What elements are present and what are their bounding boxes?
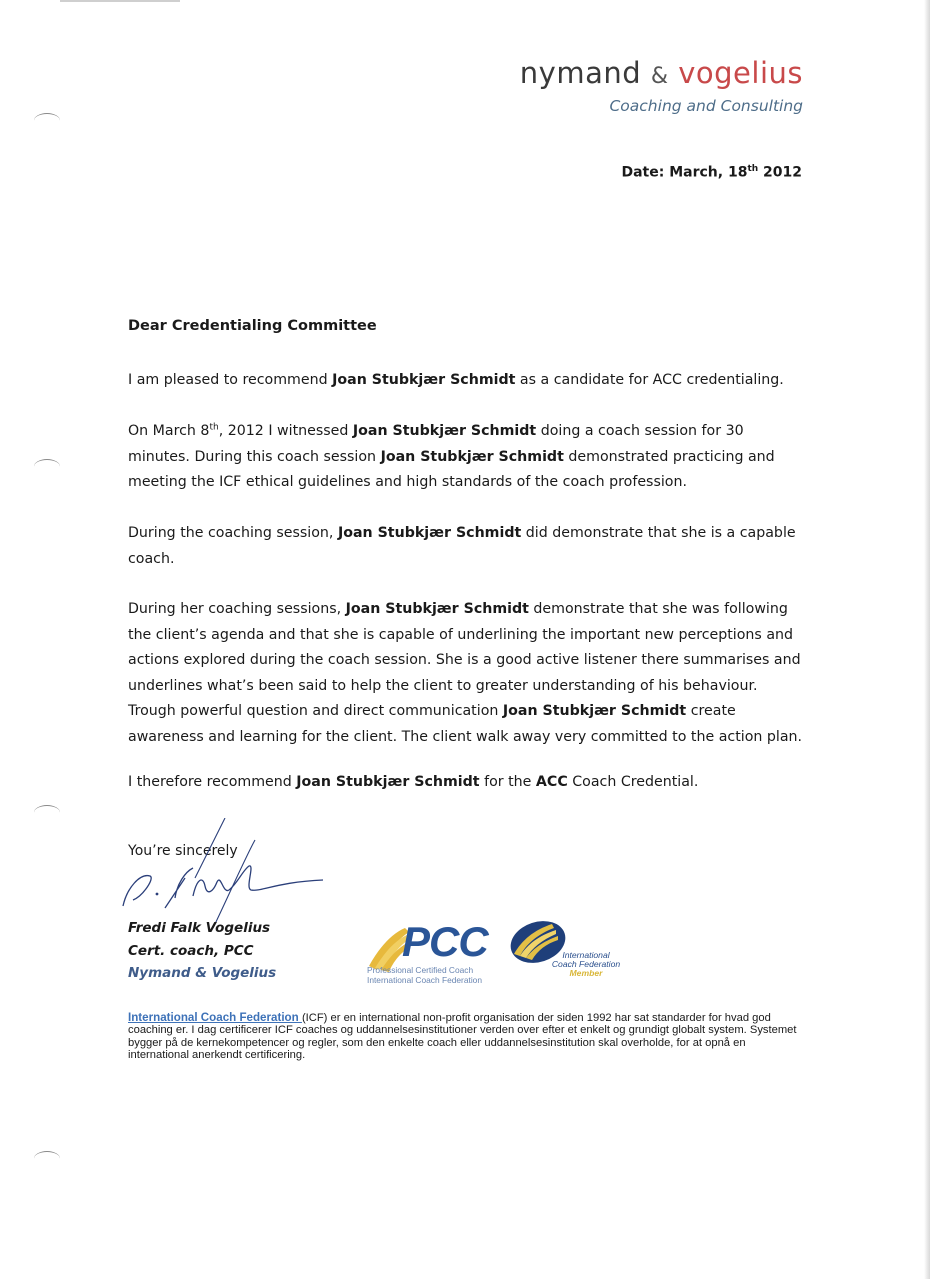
punch-hole-mark bbox=[34, 113, 60, 128]
pcc-logo-label: PCC bbox=[402, 918, 488, 965]
punch-hole-mark bbox=[34, 1151, 60, 1166]
punch-hole-mark bbox=[34, 805, 60, 820]
icf-link[interactable]: International Coach Federation bbox=[128, 1011, 302, 1024]
icf-logo-text: International Coach Federation Member bbox=[551, 950, 621, 978]
paragraph-2: On March 8th, 2012 I witnessed Joan Stubkjær Schmidt doing a coach session for 30 minutes. During this coach session Joan Stubkjær Schmidt demonstrated practicing and meeting the ICF ethical guidelines and high standards of the coach profession. bbox=[128, 422, 775, 490]
paragraph-4: During her coaching sessions, Joan Stubkjær Schmidt demonstrate that she was following the client’s agenda and that she is capable of underlining the important new perceptions and actions explored during the coach session. She is a good active listener there summarises and underlines what’s been said to help the client to greater understanding of his behaviour. Trough powerful question and direct communication Joan Stubkjær Schmidt create awareness and learning for the client. The client walk away very committed to the action plan. bbox=[128, 601, 803, 745]
paragraph-1: I am pleased to recommend Joan Stubkjær Schmidt as a candidate for ACC credentialing. bbox=[128, 372, 784, 388]
brand-name-part2: vogelius bbox=[678, 56, 803, 90]
signer-firm: Nymand & Vogelius bbox=[128, 965, 277, 981]
scan-edge-right bbox=[924, 0, 930, 1279]
salutation: Dear Credentialing Committee bbox=[128, 318, 377, 334]
signer-name: Fredi Falk Vogelius bbox=[128, 920, 271, 936]
signer-title: Cert. coach, PCC bbox=[128, 942, 254, 959]
brand-name-part1: nymand bbox=[519, 56, 642, 90]
brand-name bbox=[520, 56, 803, 94]
brand-tagline: Coaching and Consulting bbox=[609, 97, 803, 115]
paragraph-5: I therefore recommend Joan Stubkjær Schmidt for the ACC Coach Credential. bbox=[128, 774, 699, 790]
footer-note: International Coach Federation (ICF) er en international non-profit organisation der siden 1992 har sat standarder for hvad god coaching er. I dag certificerer ICF coaches og uddannelsesinstitutioner verden over efter et enkelt og grundigt globalt system. Systemet bygger på de kernekompetencer og regler, som den enkelte coach eller uddannelsesinstitution skal overholde, for at opnå en international anerkendt certificering. bbox=[128, 1011, 797, 1061]
paragraph-3: During the coaching session, Joan Stubkjær Schmidt did demonstrate that she is a capable coach. bbox=[128, 525, 796, 567]
signer-block bbox=[128, 917, 276, 985]
letterhead-logo bbox=[520, 56, 803, 115]
closing: You’re sincerely bbox=[128, 843, 238, 859]
letter-date: Date: March, 18th 2012 bbox=[621, 164, 802, 181]
punch-hole-mark bbox=[34, 459, 60, 474]
pcc-logo-subtitle: Professional Certified Coach International Coach Federation bbox=[367, 965, 482, 985]
scan-edge-top bbox=[60, 0, 180, 2]
brand-ampersand: & bbox=[650, 64, 669, 89]
